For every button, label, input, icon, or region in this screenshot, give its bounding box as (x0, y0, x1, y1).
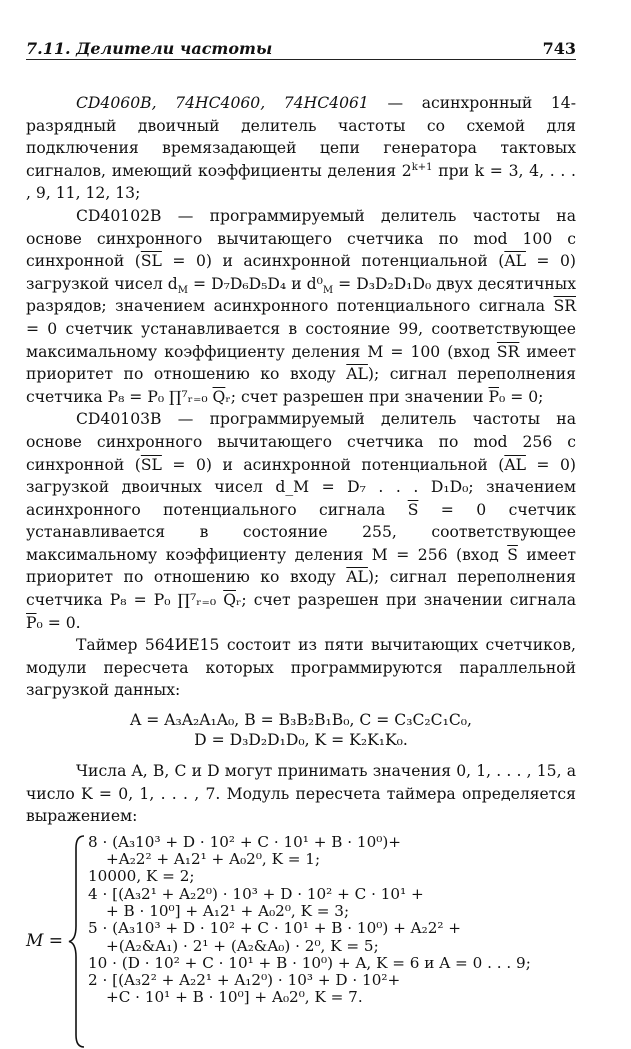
case-line: 10000, K = 2; (88, 867, 195, 886)
paragraph-cd40102: CD40102B — программируемый делитель частоты на основе синхронного вычитающего счетчика по mod 100 с синхронной $(\overline{SL} = 0)$ и асинхронной потенциальной $(\overline{AL} = 0)$ загрузкой чисел $d_M = D_7D_6D_5D_4$ и $d^0_M = D_3D_2D_1D_0$ двух десятичных разрядов; значением асинхронного потенциального сигнала $\overline{SR} = 0$ счетчик устанавливается в состояние 99, соответствующее максимальному коэффициенту деления M = 100 (вход $\overline{SR}$ имеет приоритет по отношению ко входу $\overline{AL}$); сигнал переполнения счетчика P₈ = P₀ ∏⁷ᵣ₌₀ $\overline{Q}ᵣ$; счет разрешен при значении $\overline{P}_0 = 0$; (26, 206, 577, 406)
page-header (26, 34, 576, 58)
page-body (26, 92, 576, 1049)
paragraph-cd40103: CD40103B — программируемый делитель частоты на основе синхронного вычитающего счетчика по mod 256 с синхронной $(\overline{SL} = 0)$ и асинхронной потенциальной $(\overline{AL} = 0)$ загрузкой двоичных чисел d_M = D₇ . . . D₁D₀; значением асинхронного потенциального сигнала $\overline{S} = 0$ счетчик устанавливается в состояние 255, соответствующее максимальному коэффициенту деления M = 256 (вход $\overline{S}$ имеет приоритет по отношению ко входу $\overline{AL}$); сигнал переполнения счетчика P₈ = P₀ ∏⁷ᵣ₌₀ $\overline{Q}ᵣ$; счет разрешен при значении сигнала $\overline{P}_0 = 0$. (26, 410, 577, 632)
case-line: 4 · [(A₃2¹ + A₂2⁰) · 10³ + D · 10² + C · 10¹ + (88, 884, 424, 903)
case-line: 2 · [(A₃2² + A₂2¹ + A₁2⁰) · 10³ + D · 10²+ (88, 971, 401, 990)
case-line: +C · 10¹ + B · 10⁰] + A₀2⁰, K = 7. (106, 988, 363, 1007)
formula-line-2: D = D₃D₂D₁D₀, K = K₂K₁K₀. (194, 731, 408, 750)
header-rule (26, 59, 576, 60)
formula-abcd (26, 710, 576, 750)
case-line: 8 · (A₃10³ + D · 10² + C · 10¹ + B · 10⁰)+ (88, 832, 401, 851)
paragraph-timer: Таймер 564ИЕ15 состоит из пяти вычитающих счетчиков, модули пересчета которых программируются параллельной загрузкой данных: (26, 636, 576, 700)
left-brace-icon (68, 834, 88, 1049)
case-line: +A₂2² + A₁2¹ + A₀2⁰, K = 1; (106, 850, 321, 869)
formula-lhs: M = (26, 930, 64, 951)
case-line: 5 · (A₃10³ + D · 10² + C · 10¹ + B · 10⁰) + A₂2² + (88, 919, 461, 938)
part-numbers: CD4060B, 74HC4060, 74HC4061 (76, 94, 369, 112)
page-number: 743 (542, 39, 576, 58)
paragraph-cd4060: CD4060B, 74HC4060, 74HC4061 — асинхронный 14-разрядный двоичный делитель частоты со схемой для подключения времязадающей цепи генератора тактовых сигналов, имеющий коэффициенты деления $2^{k+1}$ при k = 3, 4, . . . , 9, 11, 12, 13; (26, 94, 576, 203)
formula-cases (88, 834, 576, 1007)
case-line: + B · 10⁰] + A₁2¹ + A₀2⁰, K = 3; (106, 902, 350, 920)
piecewise-formula (26, 834, 576, 1049)
case-line: 10 · (D · 10² + C · 10¹ + B · 10⁰) + A, K = 6 и A = 0 . . . 9; (88, 953, 531, 972)
case-line: +(A₂&A₁) · 2¹ + (A₂&A₀) · 2⁰, K = 5; (106, 936, 379, 955)
formula-line-1: A = A₃A₂A₁A₀, B = B₃B₂B₁B₀, C = C₃C₂C₁C₀, (130, 711, 472, 730)
section-title: 7.11. Делители частоты (26, 39, 273, 58)
paragraph-numbers: Числа A, B, C и D могут принимать значения 0, 1, . . . , 15, а число K = 0, 1, . . . , 7. Модуль пересчета таймера определяется выражением: (26, 762, 576, 826)
